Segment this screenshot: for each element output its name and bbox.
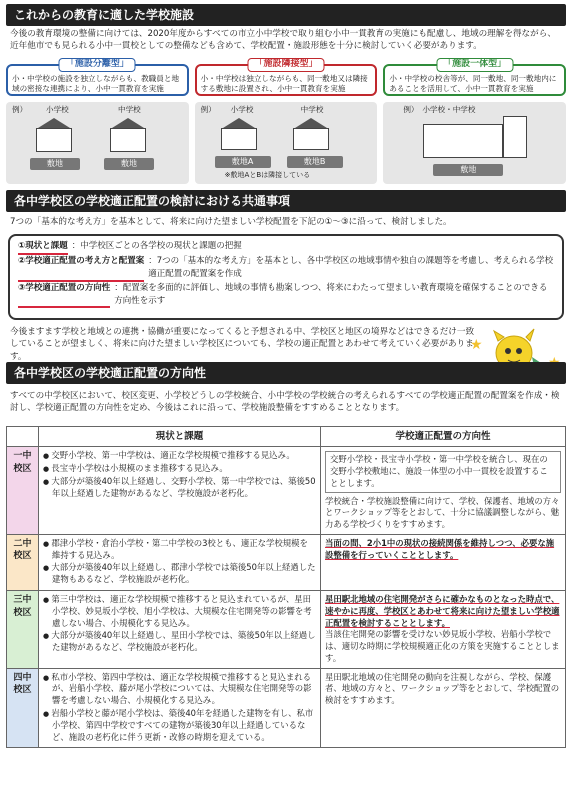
site-b-label: 敷地B xyxy=(287,156,343,168)
col-direction-header: 学校適正配置の方向性 xyxy=(321,427,566,447)
elementary-building-icon xyxy=(221,128,257,150)
common-item-text: ：7つの「基本的な考え方」を基本とし、各中学校区の地域事情や独自の課題等を考慮し、考えられる学校適正配置の配置案を作成 xyxy=(148,256,554,280)
table-corner xyxy=(7,427,39,447)
common-item-head: ③学校適正配置の方向性 xyxy=(18,282,110,308)
current-item: ● 大部分が築後40年以上経過し、星田小学校では、築後50年以上経過した建物があるなど、学校施設が老朽化。 xyxy=(43,630,316,654)
type-label: 「施設分離型」 xyxy=(59,58,136,72)
current-item: ● 私市小学校、第四中学校は、適正な学校規模で推移すると見込まれるが、岩船小学校、藤が尾小学校については、大規模な住宅開発等の影響を考慮しない場合、小規模化する見込み。 xyxy=(43,672,316,707)
current-item: ● 第三中学校は、適正な学校規模で推移すると見込まれているが、星田小学校、妙見坂小学校、旭小学校は、大規模な住宅開発等の影響を考慮しない場合、小規模化する見込み。 xyxy=(43,594,316,629)
section1-intro: 今後の教育環境の整備に向けては、2020年度からすべての市立小中学校で取り組む小中一貫教育の実施にも配慮し、地域の理解を得ながら、近年他市でも見られる小中一貫校としての整備なども含めて、学校配置・施設形態を十分に検討していく必要があります。 xyxy=(10,29,556,52)
direction-table xyxy=(6,426,566,748)
section2-after: 今後ますます学校と地域との連携・協働が重要になってくると予想される中、学校区と地区の境界などはできるだけ一致していることが望ましく、将来に向けた望ましい学校区についても、学校の適正配置とあわせて考えていく必要があります。 xyxy=(10,327,475,362)
direction-note: 当該住宅開発の影響を受けない妙見坂小学校、岩船小学校では、適切な時期に学校規模適正化の方策を実施することとします。 xyxy=(325,629,560,663)
section2-intro: 7つの「基本的な考え方」を基本として、将来に向けた望ましい学校配置を下記の①～③に沿って、検討しました。 xyxy=(10,217,452,227)
example-illustrations xyxy=(6,102,566,184)
type-adjacent xyxy=(195,59,378,96)
direction-note: 星田駅北地域の住宅開発の動向を注視しながら、学校、保護者、地域の方々と、ワークショップ等をとおして、学校配置の検討をすすめます。 xyxy=(325,671,560,706)
type-label: 「施設一体型」 xyxy=(436,58,513,72)
current-item: ● 岩船小学校と藤が尾小学校は、築後40年を経過した建物を有し、私市小学校、第四中学校ですべての建物が築後30年以上経過しているなど、施設の老朽化に伴う更新・改修の時期を迎えている。 xyxy=(43,708,316,743)
type-desc: 小・中学校の施設を独立しながらも、教職員と地域の密接な連携により、小中一貫教育を実施 xyxy=(12,74,180,93)
common-items-box xyxy=(8,234,564,320)
col-current-header: 現状と課題 xyxy=(39,427,321,447)
current-item: ● 長宝寺小学校は小規模のまま推移する見込み。 xyxy=(43,463,316,475)
example-label: 例） xyxy=(200,105,216,114)
example-separated xyxy=(6,102,189,184)
school-roof-icon xyxy=(38,118,70,128)
table-row xyxy=(7,591,566,669)
example-label: 例） xyxy=(12,105,28,114)
elementary-label: 小学校 xyxy=(46,105,69,114)
direction-text: 交野小学校・長宝寺小学校・第一中学校を統合し、現在の交野小学校敷地に、施設一体型の小中一貫校を設置することとします。 xyxy=(325,451,561,492)
direction-cell xyxy=(321,668,566,748)
current-cell xyxy=(39,591,321,669)
common-item xyxy=(18,240,554,255)
school-roof-icon xyxy=(223,118,255,128)
junior-high-building-icon xyxy=(293,128,329,150)
section1-title: これからの教育に適した学校施設 xyxy=(6,4,566,26)
common-item xyxy=(18,282,554,308)
common-item xyxy=(18,255,554,281)
example-label: 例） 小学校・中学校 xyxy=(403,105,476,114)
direction-cell xyxy=(321,447,566,535)
adjacency-note: ※敷地AとBは隣接している xyxy=(224,171,311,179)
example-adjacent xyxy=(195,102,378,184)
area-cell: 二中校区 xyxy=(7,534,39,590)
direction-note: 学校統合・学校施設整備に向けて、学校、保護者、地域の方々とワークショップ等をとおして、十分に協議調整しながら、魅力ある学校づくりをすすめます。 xyxy=(325,495,560,530)
school-tower-icon xyxy=(503,116,527,158)
school-roof-icon xyxy=(112,118,144,128)
current-item: ● 交野小学校、第一中学校は、適正な学校規模で推移する見込み。 xyxy=(43,450,316,462)
school-roof-icon xyxy=(295,118,327,128)
common-item-text: ：中学校区ごとの各学校の現状と課題の把握 xyxy=(71,241,242,251)
integrated-school-building-icon xyxy=(423,124,503,158)
junior-high-building-icon xyxy=(110,128,146,152)
common-item-head: ①現状と課題 xyxy=(18,240,68,255)
table-row xyxy=(7,447,566,535)
current-item: ● 大部分が築後40年以上経過し、交野小学校、第一中学校では、築後50年以上経過した建物があるなど、学校施設が老朽化。 xyxy=(43,476,316,500)
area-cell: 一中校区 xyxy=(7,447,39,535)
type-boxes xyxy=(6,59,566,96)
area-cell: 三中校区 xyxy=(7,591,39,669)
junior-high-label: 中学校 xyxy=(118,105,141,114)
type-separated xyxy=(6,59,189,96)
direction-cell xyxy=(321,534,566,590)
table-header-row xyxy=(7,427,566,447)
type-desc: 小・中学校は独立しながらも、同一敷地又は隣接する敷地に設置され、小中一貫教育を実施 xyxy=(200,74,368,93)
common-item-head: ②学校適正配置の考え方と配置案 xyxy=(18,255,144,281)
junior-high-label: 中学校 xyxy=(300,105,324,114)
site-label: 敷地 xyxy=(30,158,80,170)
site-label: 敷地 xyxy=(104,158,154,170)
current-item: ● 大部分が築後40年以上経過し、郡津小学校では築後50年以上経過した建物もあるなど、学校施設が老朽化。 xyxy=(43,562,316,586)
current-item: ● 郡津小学校・倉治小学校・第二中学校の3校とも、適正な学校規模を維持する見込み。 xyxy=(43,538,316,562)
direction-text: 星田駅北地域の住宅開発がさらに確かなものとなった時点で、速やかに再度、学校区とあわせて将来に向けた望ましい学校適正配置を検討することとします。 xyxy=(325,594,560,628)
site-label: 敷地 xyxy=(433,164,503,176)
table-row xyxy=(7,534,566,590)
example-integrated xyxy=(383,102,566,184)
type-integrated xyxy=(383,59,566,96)
direction-text: 当面の間、2小1中の現状の接続関係を維持しつつ、必要な施設整備を行っていくこととします。 xyxy=(325,537,555,560)
area-cell: 四中校区 xyxy=(7,668,39,748)
elementary-building-icon xyxy=(36,128,72,152)
type-desc: 小・中学校の校舎等が、同一敷地、同一敷地内にあることを活用して、小中一貫教育を実施 xyxy=(389,74,557,93)
section3-title: 各中学校区の学校適正配置の方向性 xyxy=(6,362,566,384)
current-cell xyxy=(39,447,321,535)
section2-title: 各中学校区の学校適正配置の検討における共通事項 xyxy=(6,190,566,212)
star-icon: ★ xyxy=(470,337,483,353)
current-cell xyxy=(39,534,321,590)
direction-cell xyxy=(321,591,566,669)
type-label: 「施設隣接型」 xyxy=(247,58,324,72)
common-item-text: ：配置案を多面的に評価し、地域の事情も勘案しつつ、将来にわたって望ましい教育環境を確保することのできる方向性を示す xyxy=(114,282,548,306)
section3-intro: すべての中学校区において、校区変更、小学校どうしの学校統合、小中学校の学校統合の考えられるすべての学校適正配置の配置案を作成・検討し、学校適正配置の方向性を定め、今後はこれに沿って、学校施設整備をすすめることとなります。 xyxy=(10,391,560,414)
current-cell xyxy=(39,668,321,748)
site-a-label: 敷地A xyxy=(215,156,271,168)
elementary-label: 小学校 xyxy=(230,105,254,114)
table-row xyxy=(7,668,566,748)
